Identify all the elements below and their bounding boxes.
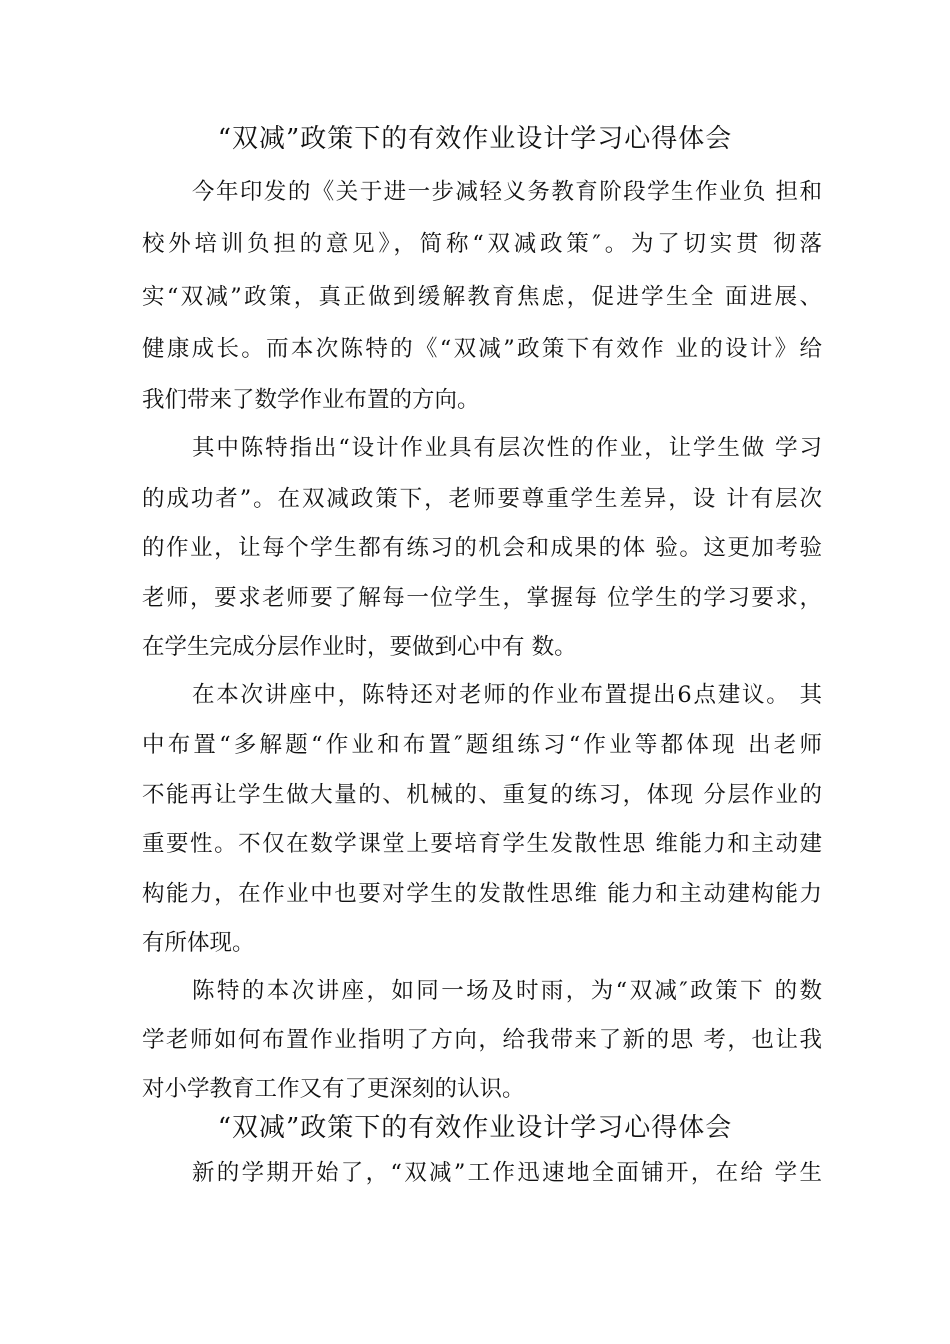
paragraph-3-line-6: 有所体现。: [142, 930, 255, 956]
paragraph-1-line-4: 健康成长。而本次陈特的《“双减”政策下有效作 业的设计》给: [142, 336, 822, 362]
paragraph-3-line-1: 在本次讲座中，陈特还对老师的作业布置提出6点建议。 其: [192, 682, 822, 708]
paragraph-1-line-3: 实“双减”政策，真正做到缓解教育焦虑，促进学生全 面进展、: [142, 284, 822, 310]
paragraph-4-line-3: 对小学教育工作又有了更深刻的认识。: [142, 1076, 525, 1102]
paragraph-1-line-2: 校外培训负担的意见》，简称“双减政策″。为了切实贯 彻落: [142, 231, 822, 257]
paragraph-2-line-5: 在学生完成分层作业时，要做到心中有 数。: [142, 634, 577, 660]
paragraph-1-line-5: 我们带来了数学作业布置的方向。: [142, 387, 480, 413]
document-title: “双减”政策下的有效作业设计学习心得体会: [217, 124, 733, 154]
paragraph-3-line-4: 重要性。不仅在数学课堂上要培育学生发散性思 维能力和主动建: [142, 831, 822, 857]
paragraph-3-line-3: 不能再让学生做大量的、机械的、重复的练习，体现 分层作业的: [142, 782, 822, 808]
paragraph-2-line-3: 的作业，让每个学生都有练习的机会和成果的体 验。这更加考验: [142, 535, 822, 561]
paragraph-2-line-2: 的成功者”。在双减政策下，老师要尊重学生差异，设 计有层次: [142, 486, 822, 512]
second-paragraph-line-1: 新的学期开始了，“双减”工作迅速地全面铺开，在给 学生: [192, 1160, 822, 1186]
second-document-title: “双减”政策下的有效作业设计学习心得体会: [217, 1113, 733, 1143]
paragraph-3-line-5: 构能力，在作业中也要对学生的发散性思维 能力和主动建构能力: [142, 881, 822, 907]
paragraph-4-line-2: 学老师如何布置作业指明了方向，给我带来了新的思 考，也让我: [142, 1027, 822, 1053]
paragraph-3-line-2: 中布置“多解题“作业和布置″题组练习“作业等都体现 出老师: [142, 732, 822, 758]
paragraph-1-line-1: 今年印发的《关于进一步减轻义务教育阶段学生作业负 担和: [192, 179, 822, 205]
paragraph-4-line-1: 陈特的本次讲座，如同一场及时雨，为“双减″政策下 的数: [192, 978, 822, 1004]
paragraph-2-line-4: 老师，要求老师要了解每一位学生，掌握每 位学生的学习要求，: [142, 585, 822, 611]
paragraph-2-line-1: 其中陈特指出“设计作业具有层次性的作业，让学生做 学习: [192, 435, 822, 461]
